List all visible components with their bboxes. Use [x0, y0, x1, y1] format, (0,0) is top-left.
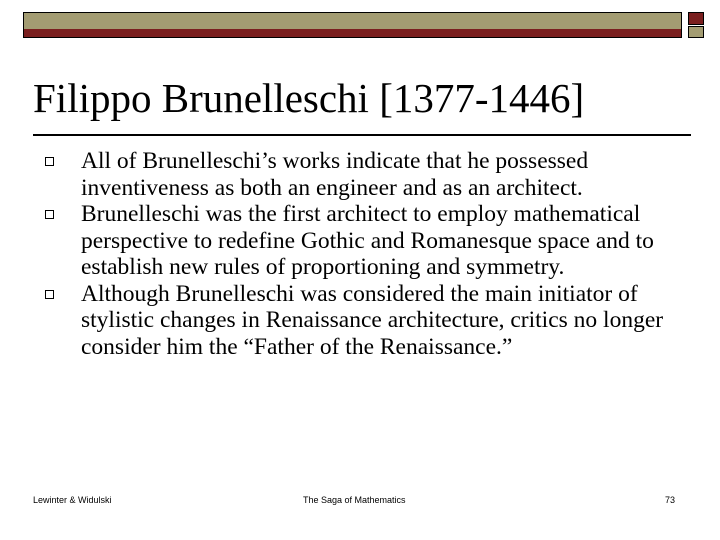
bullet-item: [45, 201, 685, 281]
header-band-maroon: [24, 29, 681, 37]
bullet-item: [45, 148, 685, 201]
title-divider: [33, 134, 691, 136]
slide-number: 73: [665, 495, 676, 505]
square-bullet-icon: [45, 157, 54, 166]
bullet-list: [45, 148, 685, 360]
corner-square-olive: [688, 26, 704, 38]
bullet-text: Brunelleschi was the first architect to employ mathematical perspective to redefine Gothic and Romanesque space and to establish new rules of proportioning and symmetry.: [81, 201, 654, 280]
square-bullet-icon: [45, 210, 54, 219]
bullet-item: [45, 281, 685, 361]
header-band: [23, 12, 682, 38]
footer-book-title: The Saga of Mathematics: [303, 495, 406, 505]
slide-title: Filippo Brunelleschi [1377-1446]: [33, 75, 585, 121]
bullet-text: All of Brunelleschi’s works indicate that he possessed inventiveness as both an engineer and as an architect.: [81, 148, 589, 201]
square-bullet-icon: [45, 290, 54, 299]
footer-authors: Lewinter & Widulski: [33, 495, 112, 505]
corner-square-maroon: [688, 12, 704, 25]
bullet-text: Although Brunelleschi was considered the main initiator of stylistic changes in Renaissance architecture, critics no longer consider him the “Father of the Renaissance.”: [81, 280, 664, 360]
header-band-olive: [24, 13, 681, 29]
